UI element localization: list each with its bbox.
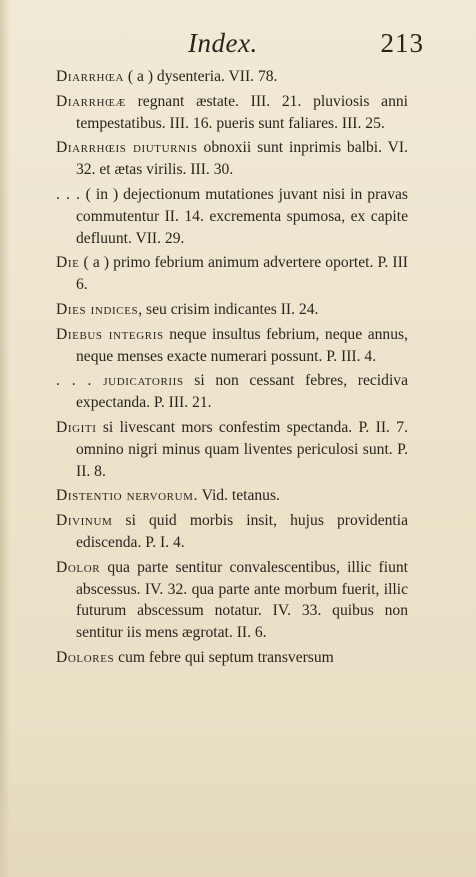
index-entry [56, 137, 408, 181]
entry-headword: Diarrhœis diuturnis [56, 139, 198, 157]
entry-headword: Digiti [56, 418, 97, 436]
entry-text: neque insultus febrium, neque annus, neque menses exacte numerari possunt. P. III. 4. [76, 325, 408, 365]
entry-headword: Diebus integris [56, 325, 164, 343]
entry-text: obnoxii sunt inprimis balbi. VI. 32. et ætas virilis. III. 30. [76, 139, 408, 179]
entry-text: ( in ) dejectionum mutationes juvant nisi in pravas commutentur II. 14. excrementa spumosa, ex capite defluunt. VII. 29. [76, 185, 408, 247]
entry-headword: Dolores [56, 648, 115, 666]
entry-headword: Die [56, 254, 80, 272]
entry-text: , seu crisim indicantes II. 24. [138, 300, 319, 318]
entry-headword: Dies indices [56, 300, 139, 318]
page-header [60, 28, 424, 62]
entry-text: si non cessant febres, recidiva expectanda. P. III. 21. [76, 372, 408, 412]
paper-shading [0, 717, 476, 877]
entry-text: si livescant mors confestim spectanda. P. II. 7. omnino nigri minus quam liventes periculosi sunt. P. II. 8. [76, 418, 408, 480]
index-entry [56, 417, 408, 482]
index-entry [56, 184, 408, 249]
entry-text: regnant æstate. III. 21. pluviosis anni tempestatibus. III. 16. pueris sunt faliares. III. 25. [76, 92, 408, 132]
entry-text: cum febre qui septum transversum [114, 648, 334, 666]
entry-headword: Dolor [56, 558, 101, 576]
index-entry [56, 510, 408, 554]
index-entry [56, 299, 408, 321]
index-entry [56, 324, 408, 368]
entry-headword: Divinum [56, 512, 113, 530]
index-entry [56, 66, 408, 88]
index-entries [56, 66, 408, 672]
index-entry [56, 252, 408, 296]
entry-headword: . . . [56, 185, 81, 203]
entry-headword: . . . judicatoriis [56, 372, 184, 390]
index-entry [56, 91, 408, 135]
index-entry [56, 370, 408, 414]
entry-text: ( a ) dysenteria. VII. 78. [124, 68, 278, 85]
entry-text: ( a ) primo febrium animum advertere oportet. P. III 6. [76, 254, 408, 294]
running-head: Index. [188, 28, 258, 58]
index-entry [56, 485, 408, 507]
entry-headword: Distentio nervorum. [56, 487, 199, 505]
entry-text: qua parte sentitur convalescentibus, illic fiunt abscessus. IV. 32. qua parte ante morbum fuerit, illic futurum abscessum notatur. IV. 33. quibus non sentitur iis mens ægrotat. II. 6. [76, 558, 408, 642]
page-number: 213 [380, 28, 424, 58]
index-entry [56, 557, 408, 644]
index-entry [56, 647, 408, 669]
entry-text: Vid. tetanus. [198, 487, 280, 505]
entry-headword: Diarrhœa [56, 68, 125, 85]
entry-text: si quid morbis insit, hujus providentia ediscenda. P. I. 4. [76, 512, 408, 551]
entry-headword: Diarrhœæ [56, 92, 126, 110]
